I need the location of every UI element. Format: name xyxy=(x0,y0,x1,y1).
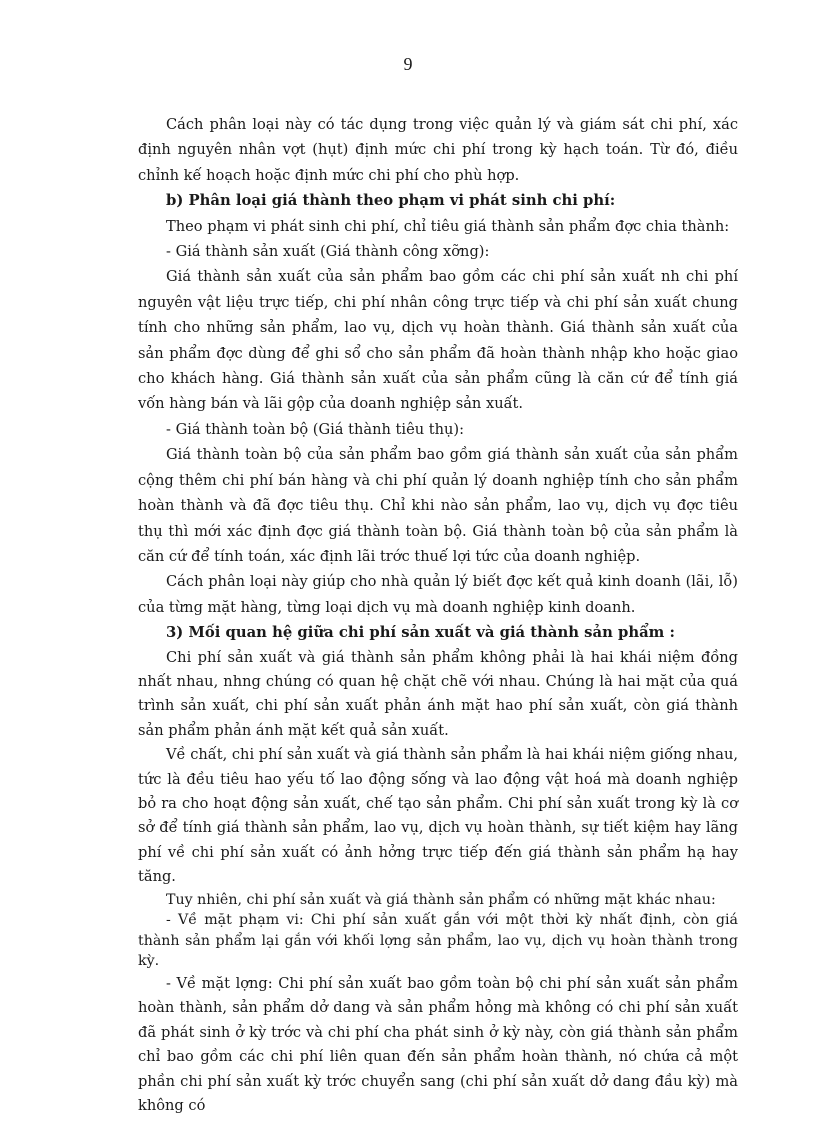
page-number: 9 xyxy=(403,54,413,74)
list-item-scope-difference: - Về mặt phạm vi: Chi phí sản xuất gắn với một thời kỳ nhất định, còn giá thành sản phẩm lại gắn với khối lợng sản phẩm, lao vụ, dịch vụ hoàn thành trong kỳ. xyxy=(138,912,738,970)
paragraph-scope-intro: Theo phạm vi phát sinh chi phí, chỉ tiêu giá thành sản phẩm đợc chia thành: xyxy=(166,217,730,235)
heading-relationship: 3) Mối quan hệ giữa chi phí sản xuất và giá thành sản phẩm : xyxy=(166,624,675,642)
paragraph-nature: Về chất, chi phí sản xuất và giá thành sản phẩm là hai khái niệm giống nhau, tức là đều tiêu hao yếu tố lao động sống và lao động vật hoá mà doanh nghiệp bỏ ra cho hoạt động sản xuất, chế tạo sản phẩm. Chi phí sản xuất trong kỳ là cơ sở để tính giá thành sản phẩm, lao vụ, dịch vụ hoàn thành, sự tiết kiệm hay lãng phí về chi phí sản xuất có ảnh hởng trực tiếp đến giá thành sản phẩm hạ hay tăng. xyxy=(138,746,738,886)
list-item-total-cost: - Giá thành toàn bộ (Giá thành tiêu thụ): xyxy=(166,420,465,438)
paragraph-differences-intro: Tuy nhiên, chi phí sản xuất và giá thành sản phẩm có những mặt khác nhau: xyxy=(166,891,716,908)
paragraph-production-cost: Giá thành sản xuất của sản phẩm bao gồm các chi phí sản xuất nh chi phí nguyên vật liệu trực tiếp, chi phí nhân công trực tiếp và chi phí sản xuất chung tính cho những sản phẩm, lao vụ, dịch vụ hoàn thành. Giá thành sản xuất của sản phẩm đợc dùng để ghi sổ cho sản phẩm đã hoàn thành nhập kho hoặc giao cho khách hàng. Giá thành sản xuất của sản phẩm cũng là căn cứ để tính giá vốn hàng bán và lãi gộp của doanh nghiệp sản xuất. xyxy=(138,268,738,413)
paragraph-classification-benefit: Cách phân loại này giúp cho nhà quản lý biết đợc kết quả kinh doanh (lãi, lỗ) của từng mặt hàng, từng loại dịch vụ mà doanh nghiệp kinh doanh. xyxy=(138,573,738,616)
list-item-quantity-difference: - Về mặt lợng: Chi phí sản xuất bao gồm toàn bộ chi phí sản xuất sản phẩm hoàn thành, sản phẩm dở dang và sản phẩm hỏng mà không có chi phí sản xuất đã phát sinh ở kỳ trớc và chi phí cha phát sinh ở kỳ này, còn giá thành sản phẩm chỉ bao gồm các chi phí liên quan đến sản phẩm hoàn thành, nó chứa cả một phần chi phí sản xuất kỳ trớc chuyển sang (chi phí sản xuất dở dang đầu kỳ) mà không có xyxy=(138,974,738,1114)
paragraph-relationship-intro: Chi phí sản xuất và giá thành sản phẩm không phải là hai khái niệm đồng nhất nhau, nhng chúng có quan hệ chặt chẽ với nhau. Chúng là hai mặt của quá trình sản xuất, chi phí sản xuất phản ánh mặt hao phí sản xuất, còn giá thành sản phẩm phản ánh mặt kết quả sản xuất. xyxy=(138,648,738,739)
list-item-production-cost: - Giá thành sản xuất (Giá thành công xỡng): xyxy=(166,243,490,261)
paragraph-total-cost: Giá thành toàn bộ của sản phẩm bao gồm giá thành sản xuất của sản phẩm cộng thêm chi phí bán hàng và chi phí quản lý doanh nghiệp tính cho sản phẩm hoàn thành và đã đợc tiêu thụ. Chỉ khi nào sản phẩm, lao vụ, dịch vụ đợc tiêu thụ thì mới xác định đợc giá thành toàn bộ. Giá thành toàn bộ của sản phẩm là căn cứ để tính toán, xác định lãi trớc thuế lợi tức của doanh nghiệp. xyxy=(138,446,738,565)
paragraph-classification-effect: Cách phân loại này có tác dụng trong việc quản lý và giám sát chi phí, xác định nguyên nhân vợt (hụt) định mức chi phí trong kỳ hạch toán. Từ đó, điều chỉnh kế hoạch hoặc định mức chi phí cho phù hợp. xyxy=(138,116,738,184)
heading-classification-by-scope: b) Phân loại giá thành theo phạm vi phát sinh chi phí: xyxy=(166,192,616,210)
page-body xyxy=(138,112,738,1118)
